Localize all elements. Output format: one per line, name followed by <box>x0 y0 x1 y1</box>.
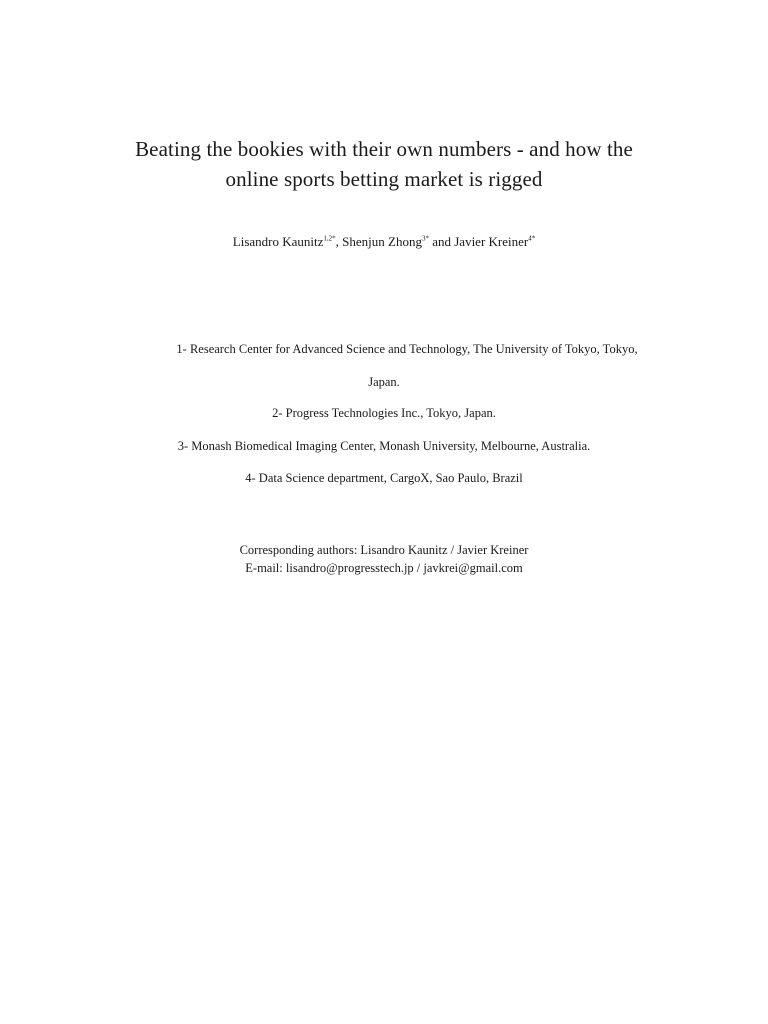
author-separator-and: and <box>428 234 455 249</box>
affiliation-1-line-2: Japan. <box>368 375 400 389</box>
author-affil-marker-kreiner: 4* <box>528 234 536 243</box>
author-name-kaunitz: Lisandro Kaunitz <box>232 234 324 249</box>
affiliation-1-line-1: 1- Research Center for Advanced Science and Technology, The University of Tokyo, Tokyo, <box>176 342 638 356</box>
title-line-2: online sports betting market is rigged <box>225 167 543 191</box>
affiliation-2: 2- Progress Technologies Inc., Tokyo, Japan. <box>272 406 496 420</box>
author-affil-marker-kaunitz: 1,2* <box>323 234 336 243</box>
corresponding-authors-block <box>0 541 768 577</box>
author-affil-marker-zhong: 3* <box>421 234 429 243</box>
affiliation-3: 3- Monash Biomedical Imaging Center, Monash University, Melbourne, Australia. <box>177 439 591 453</box>
author-name-zhong: Shenjun Zhong <box>342 234 422 249</box>
title-line-1: Beating the bookies with their own numbers - and how the <box>135 137 633 161</box>
corresponding-emails: E-mail: lisandro@progresstech.jp / javkrei@gmail.com <box>245 561 523 575</box>
author-list <box>0 232 768 252</box>
paper-title <box>0 134 768 194</box>
corresponding-authors: Corresponding authors: Lisandro Kaunitz / Javier Kreiner <box>239 543 529 557</box>
author-name-kreiner: Javier Kreiner <box>454 234 529 249</box>
author-separator: , <box>335 234 343 249</box>
affiliation-4: 4- Data Science department, CargoX, Sao Paulo, Brazil <box>245 471 523 485</box>
